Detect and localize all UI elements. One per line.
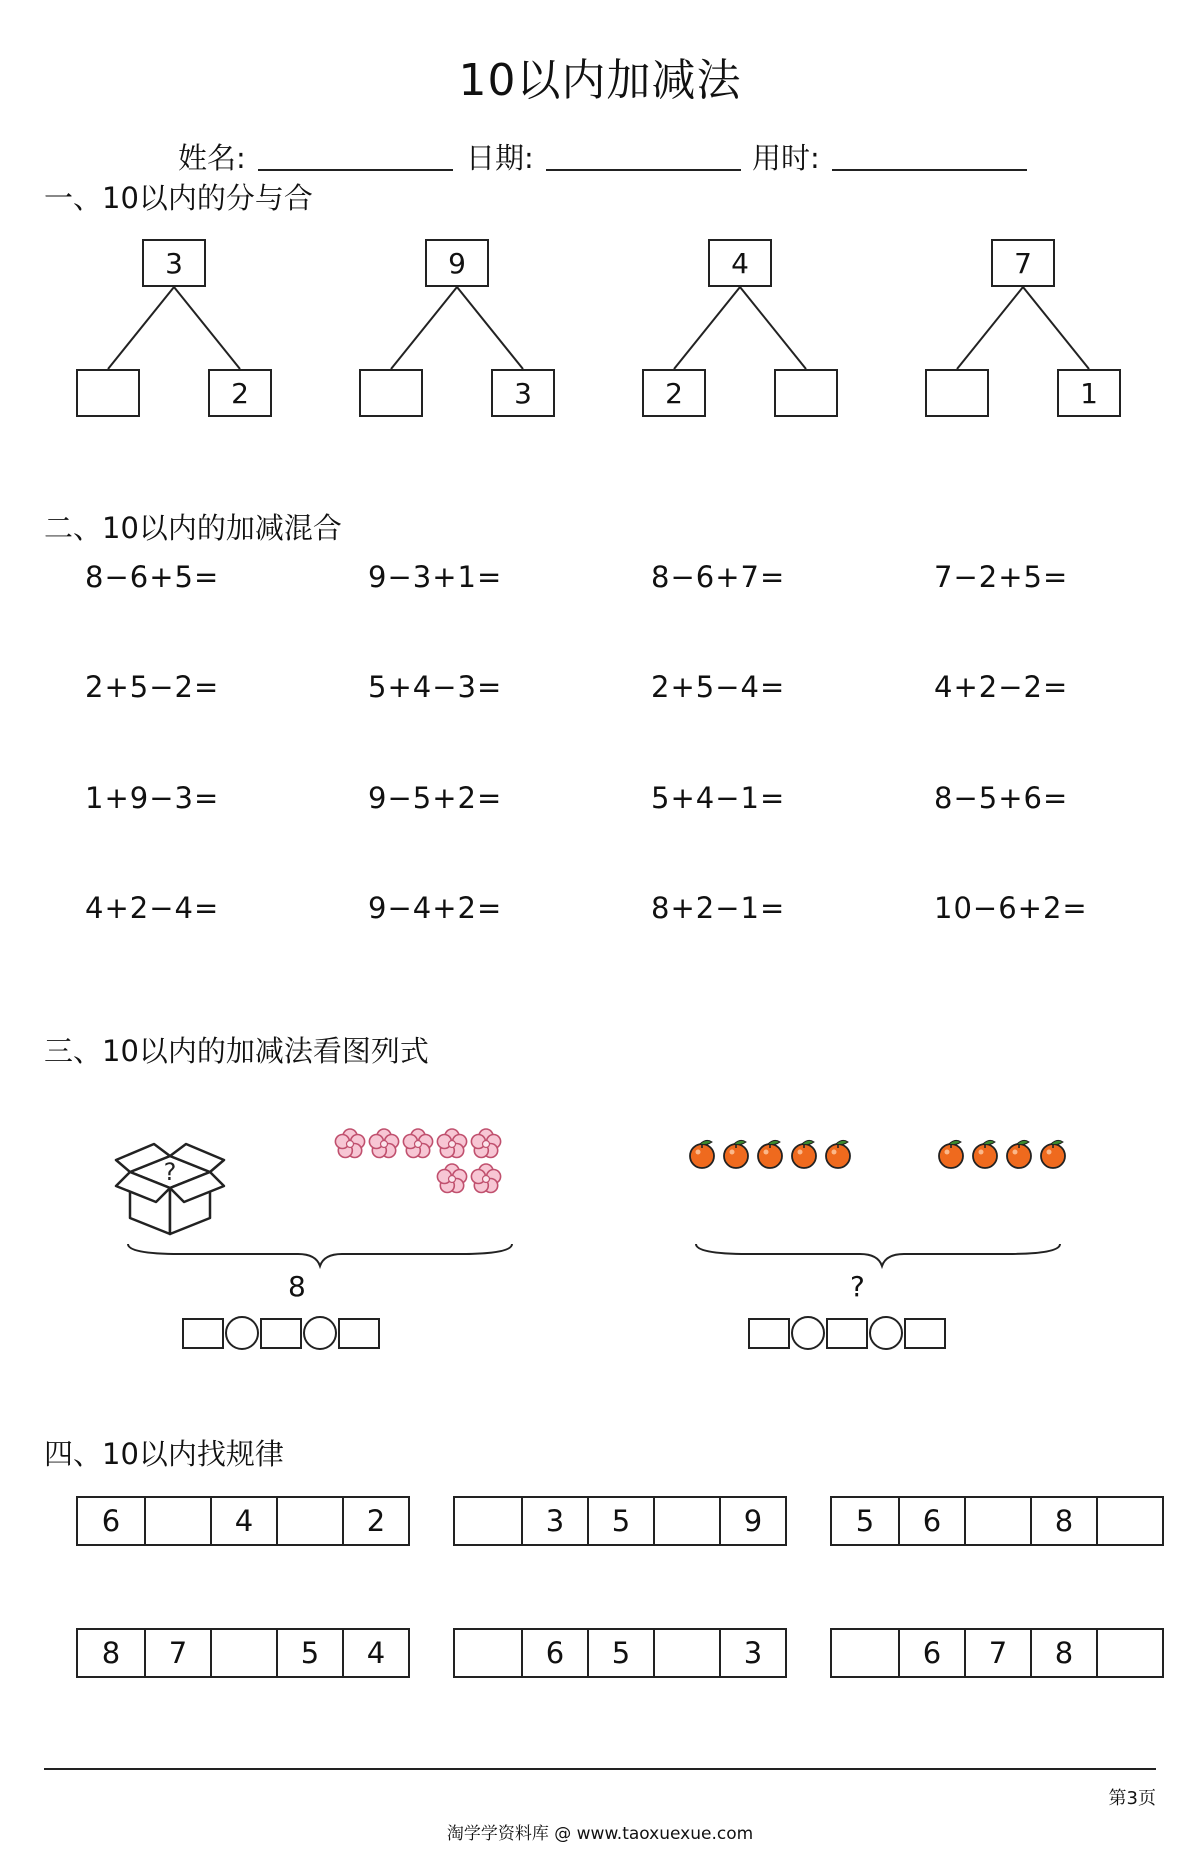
operator-circle[interactable] — [303, 1316, 337, 1350]
flower-icon — [437, 1164, 466, 1193]
pattern-cell: 9 — [719, 1498, 785, 1544]
tree-1-left-branch — [108, 287, 174, 369]
pattern-cell[interactable] — [832, 1630, 898, 1676]
equation[interactable]: 8−6+7= — [651, 560, 786, 594]
pattern-cell[interactable] — [276, 1498, 342, 1544]
operator-circle[interactable] — [225, 1316, 259, 1350]
right-brace — [688, 1240, 1088, 1280]
tree-3-right-box[interactable] — [774, 369, 838, 417]
pattern-cell[interactable] — [455, 1630, 521, 1676]
equation[interactable]: 4+2−4= — [85, 891, 220, 925]
tree-1-right-branch — [174, 287, 240, 369]
equation[interactable]: 5+4−1= — [651, 781, 786, 815]
pattern-cell: 3 — [719, 1630, 785, 1676]
orange-icon — [690, 1140, 714, 1168]
pattern-cell: 4 — [342, 1630, 408, 1676]
orange-icon — [973, 1140, 997, 1168]
pattern-sequence — [76, 1496, 410, 1546]
orange-icon — [758, 1140, 782, 1168]
orange-icon — [826, 1140, 850, 1168]
left-answer-row — [182, 1316, 380, 1350]
time-blank[interactable] — [832, 169, 1027, 171]
equation[interactable]: 9−4+2= — [368, 891, 503, 925]
pattern-cell: 5 — [855, 1504, 875, 1538]
pattern-cell[interactable] — [144, 1498, 210, 1544]
tree-2-left-box[interactable] — [359, 369, 423, 417]
flowers-group — [330, 1124, 510, 1204]
page-title: 10以内加减法 — [458, 55, 742, 106]
pattern-cell: 5 — [587, 1630, 653, 1676]
orange-icon — [939, 1140, 963, 1168]
flower-icon — [471, 1129, 500, 1158]
equation[interactable]: 9−3+1= — [368, 560, 503, 594]
section-3-title: 三、10以内的加减法看图列式 — [44, 1034, 429, 1068]
pattern-cell[interactable] — [1096, 1630, 1162, 1676]
tree-4-left-branch — [957, 287, 1023, 369]
tree-4-left-box[interactable] — [925, 369, 989, 417]
pattern-sequence — [830, 1496, 1164, 1546]
oranges-group — [686, 1134, 1086, 1174]
section-2-title: 二、10以内的加减混合 — [44, 511, 342, 545]
flower-icon — [437, 1129, 466, 1158]
pattern-cell: 7 — [144, 1630, 210, 1676]
operator-circle[interactable] — [791, 1316, 825, 1350]
answer-box[interactable] — [182, 1318, 224, 1349]
equation[interactable]: 4+2−2= — [934, 670, 1069, 704]
pattern-sequence — [76, 1628, 410, 1678]
tree-1-right-box: 2 — [208, 369, 272, 417]
orange-icon — [1041, 1140, 1065, 1168]
equation[interactable]: 2+5−2= — [85, 670, 220, 704]
tree-2-right-box: 3 — [491, 369, 555, 417]
pattern-cell[interactable] — [1096, 1498, 1162, 1544]
equation[interactable]: 9−5+2= — [368, 781, 503, 815]
mystery-box-icon — [110, 1130, 230, 1250]
tree-3-left-box: 2 — [642, 369, 706, 417]
pattern-cell: 5 — [587, 1498, 653, 1544]
orange-icon — [792, 1140, 816, 1168]
pattern-cell: 3 — [521, 1498, 587, 1544]
answer-box[interactable] — [338, 1318, 380, 1349]
footer-divider — [44, 1768, 1156, 1770]
pattern-cell: 7 — [964, 1630, 1030, 1676]
tree-2-left-branch — [391, 287, 457, 369]
answer-box[interactable] — [904, 1318, 946, 1349]
pattern-cell[interactable] — [653, 1630, 719, 1676]
pattern-cell: 8 — [1030, 1498, 1096, 1544]
flower-icon — [471, 1164, 500, 1193]
pattern-cell[interactable] — [210, 1630, 276, 1676]
pattern-cell: 6 — [898, 1498, 964, 1544]
pattern-cell: 2 — [342, 1498, 408, 1544]
pattern-cell: 5 — [276, 1630, 342, 1676]
pattern-cell: 6 — [521, 1630, 587, 1676]
tree-1-top-box: 3 — [142, 239, 206, 287]
tree-2-top-box: 9 — [425, 239, 489, 287]
flower-icon — [335, 1129, 364, 1158]
pattern-cell: 4 — [210, 1498, 276, 1544]
page-number: 第3页 — [1108, 1788, 1156, 1809]
equation[interactable]: 1+9−3= — [85, 781, 220, 815]
right-total: ? — [850, 1270, 865, 1303]
equation[interactable]: 7−2+5= — [934, 560, 1069, 594]
operator-circle[interactable] — [869, 1316, 903, 1350]
pattern-cell: 8 — [1030, 1630, 1096, 1676]
section-1-title: 一、10以内的分与合 — [44, 181, 313, 215]
time-label: 用时: — [752, 141, 820, 175]
section-4-title: 四、10以内找规律 — [44, 1437, 284, 1471]
pattern-cell: 6 — [898, 1630, 964, 1676]
pattern-cell: 6 — [101, 1504, 121, 1538]
tree-1-left-box[interactable] — [76, 369, 140, 417]
tree-4-right-box: 1 — [1057, 369, 1121, 417]
equation[interactable]: 5+4−3= — [368, 670, 503, 704]
flower-icon — [403, 1129, 432, 1158]
equation[interactable]: 2+5−4= — [651, 670, 786, 704]
date-blank[interactable] — [546, 169, 741, 171]
name-blank[interactable] — [258, 169, 453, 171]
left-total: 8 — [288, 1270, 306, 1303]
tree-4-top-box: 7 — [991, 239, 1055, 287]
equation[interactable]: 8−6+5= — [85, 560, 220, 594]
tree-3-left-branch — [674, 287, 740, 369]
equation[interactable]: 8+2−1= — [651, 891, 786, 925]
pattern-sequence — [453, 1496, 787, 1546]
pattern-cell: 8 — [101, 1636, 121, 1670]
equation[interactable]: 8−5+6= — [934, 781, 1069, 815]
left-brace — [120, 1240, 520, 1280]
tree-4-right-branch — [1023, 287, 1089, 369]
answer-box[interactable] — [748, 1318, 790, 1349]
flower-icon — [369, 1129, 398, 1158]
name-label: 姓名: — [178, 141, 246, 175]
orange-icon — [724, 1140, 748, 1168]
pattern-cell[interactable] — [653, 1498, 719, 1544]
footer-credit: 淘学学资料库 @ www.taoxuexue.com — [446, 1824, 754, 1844]
right-answer-row — [748, 1316, 946, 1350]
pattern-sequence — [830, 1628, 1164, 1678]
tree-3-top-box: 4 — [708, 239, 772, 287]
pattern-cell[interactable] — [455, 1498, 521, 1544]
mystery-mark: ? — [163, 1158, 177, 1186]
answer-box[interactable] — [826, 1318, 868, 1349]
pattern-sequence — [453, 1628, 787, 1678]
tree-3-right-branch — [740, 287, 806, 369]
date-label: 日期: — [466, 141, 534, 175]
tree-2-right-branch — [457, 287, 523, 369]
answer-box[interactable] — [260, 1318, 302, 1349]
pattern-cell[interactable] — [964, 1498, 1030, 1544]
equation[interactable]: 10−6+2= — [934, 891, 1088, 925]
orange-icon — [1007, 1140, 1031, 1168]
